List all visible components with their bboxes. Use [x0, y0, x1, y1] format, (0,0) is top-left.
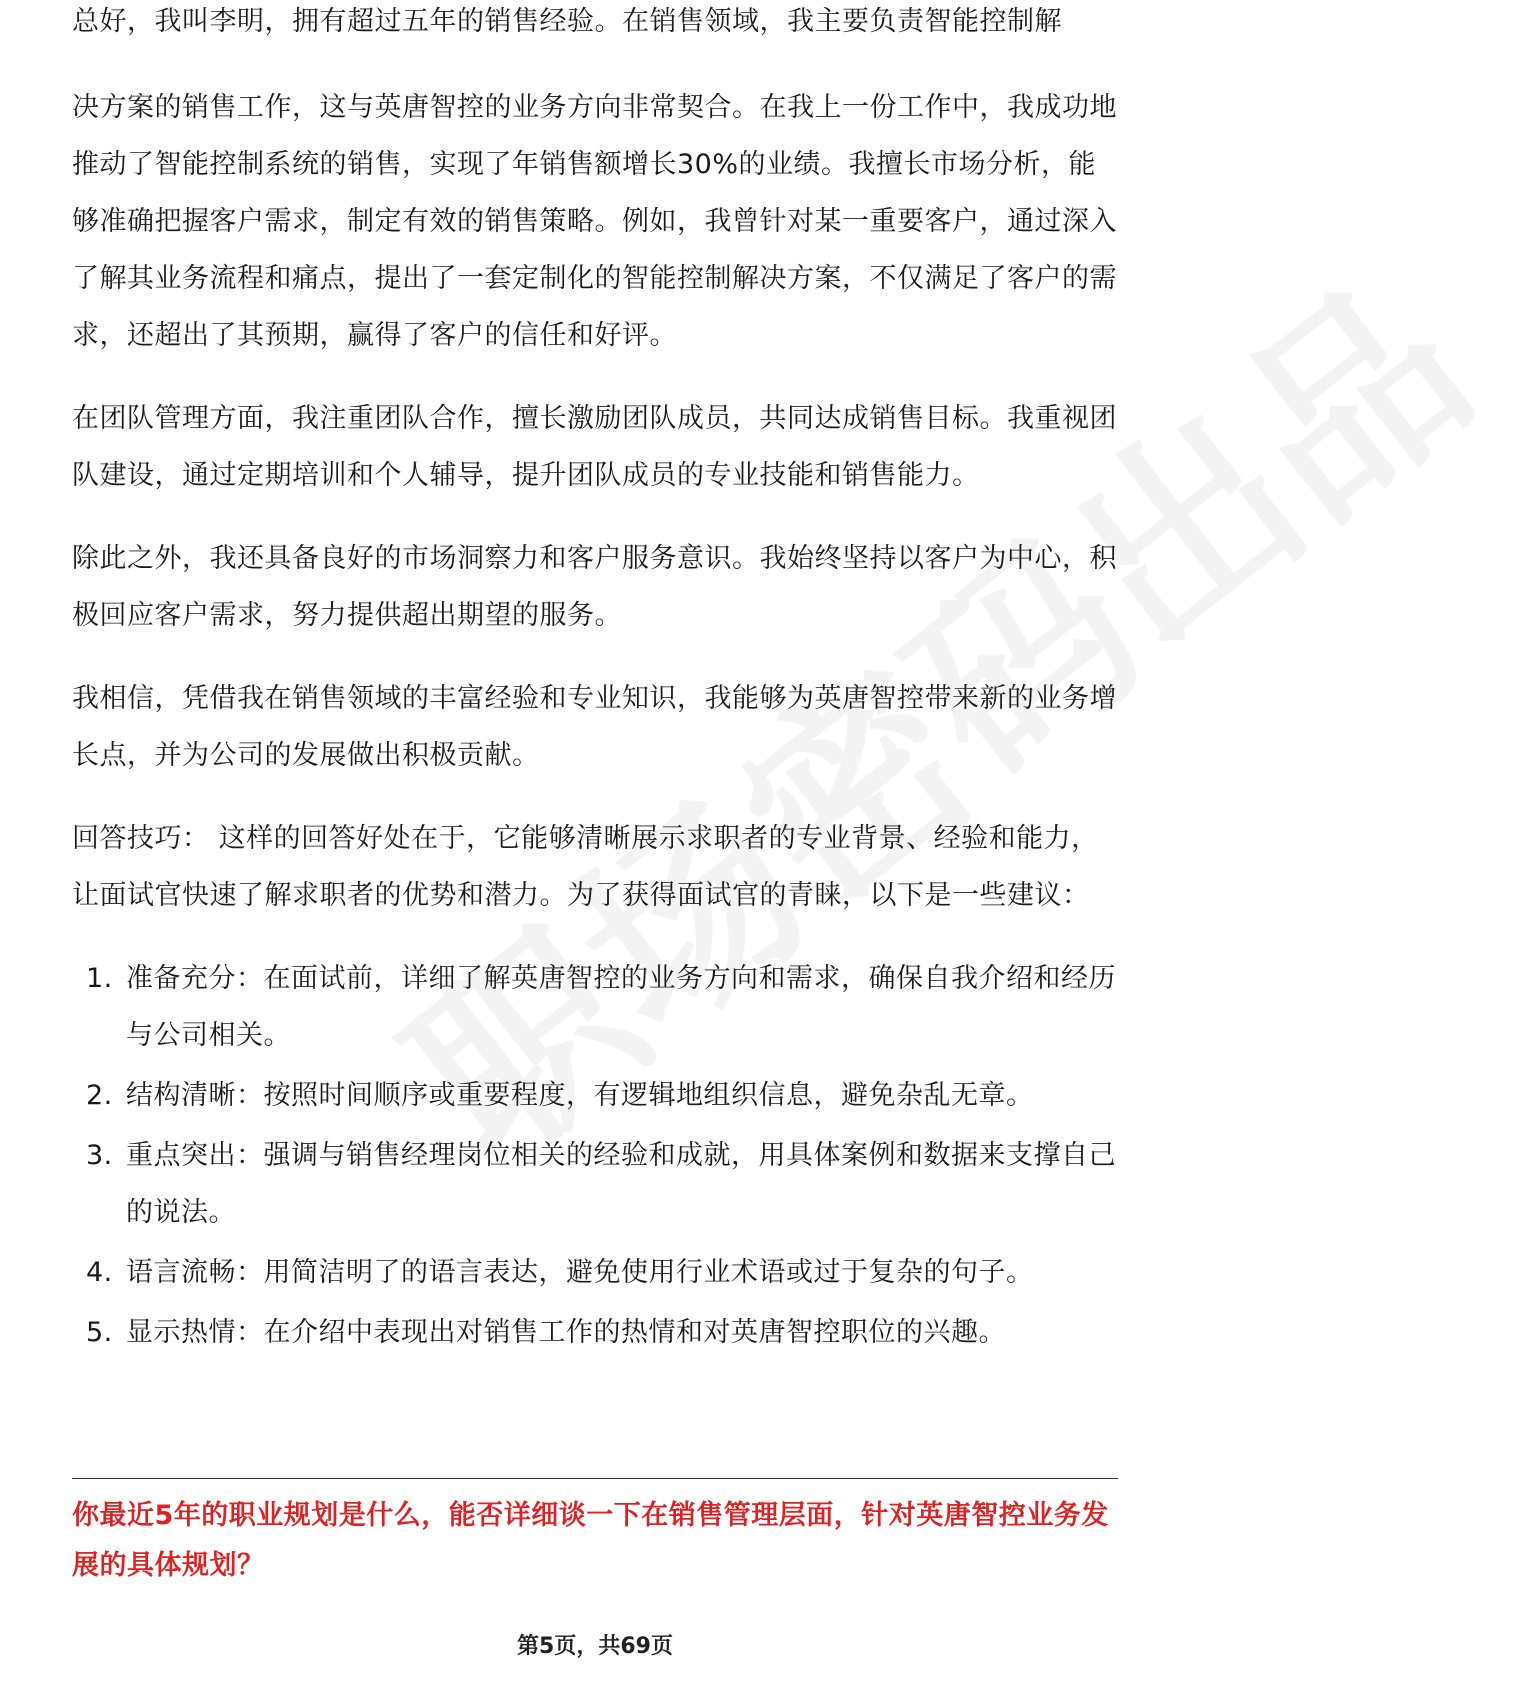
page-number: 第5页，共69页: [517, 1634, 673, 1659]
answer-paragraph-1: [72, 6, 1118, 364]
answer-paragraph-1-text: 决方案的销售工作，这与英唐智控的业务方向非常契合。在我上一份工作中，我成功地推动了智能控制系统的销售，实现了年销售额增长30%的业绩。我擅长市场分析，能够准确把握客户需求，制定有效的销售策略。例如，我曾针对某一重要客户，通过深入了解其业务流程和痛点，提出了一套定制化的智能控制解决方案，不仅满足了客户的需求，还超出了其预期，赢得了客户的信任和好评。: [72, 92, 1117, 351]
cut-off-line: 总好，我叫李明，拥有超过五年的销售经验。在销售领域，我主要负责智能控制解: [72, 6, 1062, 37]
answer-paragraph-4: 我相信，凭借我在销售领域的丰富经验和专业知识，我能够为英唐智控带来新的业务增长点，并为公司的发展做出积极贡献。: [72, 683, 1117, 771]
tip-item: [72, 1304, 1118, 1361]
tip-number: 4.: [86, 1257, 113, 1288]
section-divider: [72, 1478, 1118, 1479]
tip-text: 准备充分：在面试前，详细了解英唐智控的业务方向和需求，确保自我介绍和经历与公司相关。: [126, 963, 1116, 1051]
tips-list: [72, 950, 1118, 1361]
tip-text: 语言流畅：用简洁明了的语言表达，避免使用行业术语或过于复杂的句子。: [126, 1257, 1034, 1288]
tip-number: 1.: [86, 963, 113, 994]
answer-paragraph-2: 在团队管理方面，我注重团队合作，擅长激励团队成员，共同达成销售目标。我重视团队建设，通过定期培训和个人辅导，提升团队成员的专业技能和销售能力。: [72, 403, 1117, 491]
tip-text: 重点突出：强调与销售经理岗位相关的经验和成就，用具体案例和数据来支撑自己的说法。: [126, 1140, 1116, 1228]
tip-text: 显示热情：在介绍中表现出对销售工作的热情和对英唐智控职位的兴趣。: [126, 1317, 1006, 1348]
tip-item: [72, 1244, 1118, 1301]
tip-number: 5.: [86, 1317, 113, 1348]
tips-intro: 回答技巧： 这样的回答好处在于，它能够清晰展示求职者的专业背景、经验和能力，让面试官快速了解求职者的优势和潜力。为了获得面试官的青睐，以下是一些建议：: [72, 823, 1099, 911]
tip-number: 3.: [86, 1140, 113, 1171]
tip-text: 结构清晰：按照时间顺序或重要程度，有逻辑地组织信息，避免杂乱无章。: [126, 1080, 1034, 1111]
tip-item: [72, 1127, 1118, 1241]
tip-number: 2.: [86, 1080, 113, 1111]
answer-paragraph-3: 除此之外，我还具备良好的市场洞察力和客户服务意识。我始终坚持以客户为中心，积极回应客户需求，努力提供超出期望的服务。: [72, 543, 1117, 631]
next-interview-question: 你最近5年的职业规划是什么，能否详细谈一下在销售管理层面，针对英唐智控业务发展的具体规划？: [72, 1500, 1109, 1581]
tip-item: [72, 1067, 1118, 1124]
page-content: [72, 6, 1118, 1364]
tip-item: [72, 950, 1118, 1064]
